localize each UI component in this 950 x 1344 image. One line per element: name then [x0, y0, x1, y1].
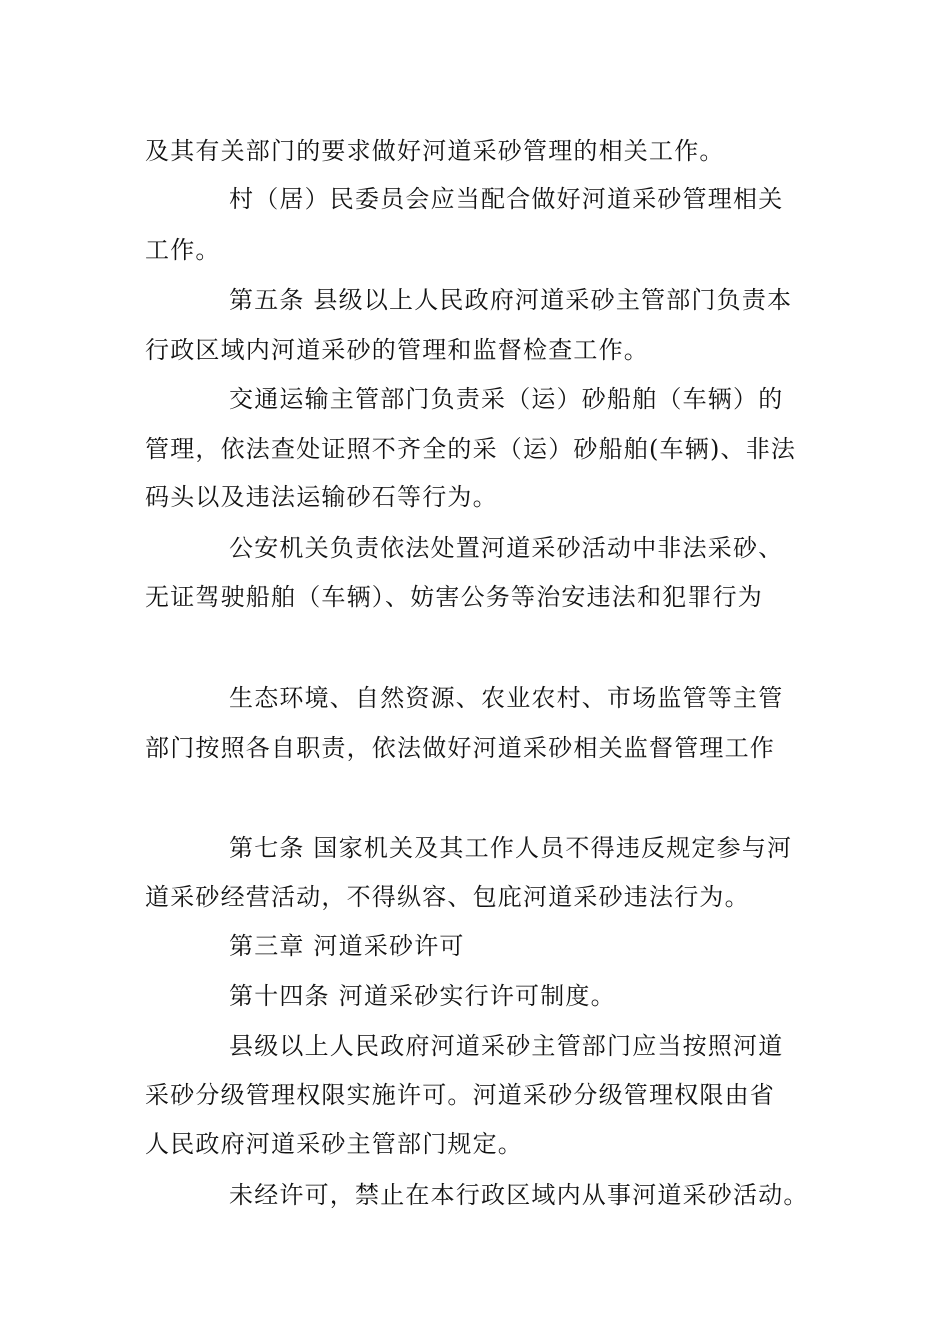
text-line: 人民政府河道采砂主管部门规定。 [145, 1130, 523, 1158]
text-line: 交通运输主管部门负责采（运）砂船舶（车辆）的 [229, 385, 784, 413]
text-line: 村（居）民委员会应当配合做好河道采砂管理相关 [229, 185, 784, 213]
text-line: 未经许可，禁止在本行政区域内从事河道采砂活动。 [229, 1181, 809, 1209]
text-line: 采砂分级管理权限实施许可。河道采砂分级管理权限由省 [145, 1081, 775, 1109]
text-line: 第七条 国家机关及其工作人员不得违反规定参与河 [229, 834, 793, 862]
text-line: 第十四条 河道采砂实行许可制度。 [229, 982, 616, 1010]
text-line: 道采砂经营活动，不得纵容、包庇河道采砂违法行为。 [145, 883, 750, 911]
text-line: 生态环境、自然资源、农业农村、市场监管等主管 [229, 684, 784, 712]
text-line: 公安机关负责依法处置河道采砂活动中非法采砂、 [229, 534, 784, 562]
text-line: 县级以上人民政府河道采砂主管部门应当按照河道 [229, 1032, 784, 1060]
text-line: 码头以及违法运输砂石等行为。 [145, 483, 498, 511]
text-line: 工作。 [145, 236, 221, 264]
text-line: 行政区域内河道采砂的管理和监督检查工作。 [145, 336, 649, 364]
text-line: 第五条 县级以上人民政府河道采砂主管部门负责本 [229, 286, 793, 314]
text-line: 管理，依法查处证照不齐全的采（运）砂船舶(车辆)、非法 [145, 435, 797, 463]
text-line: 部门按照各自职责，依法做好河道采砂相关监督管理工作 [145, 734, 775, 762]
text-line: 及其有关部门的要求做好河道采砂管理的相关工作。 [145, 137, 725, 165]
chapter-heading: 第三章 河道采砂许可 [229, 932, 465, 960]
text-line: 无证驾驶船舶（车辆）、妨害公务等治安违法和犯罪行为 [145, 583, 763, 611]
